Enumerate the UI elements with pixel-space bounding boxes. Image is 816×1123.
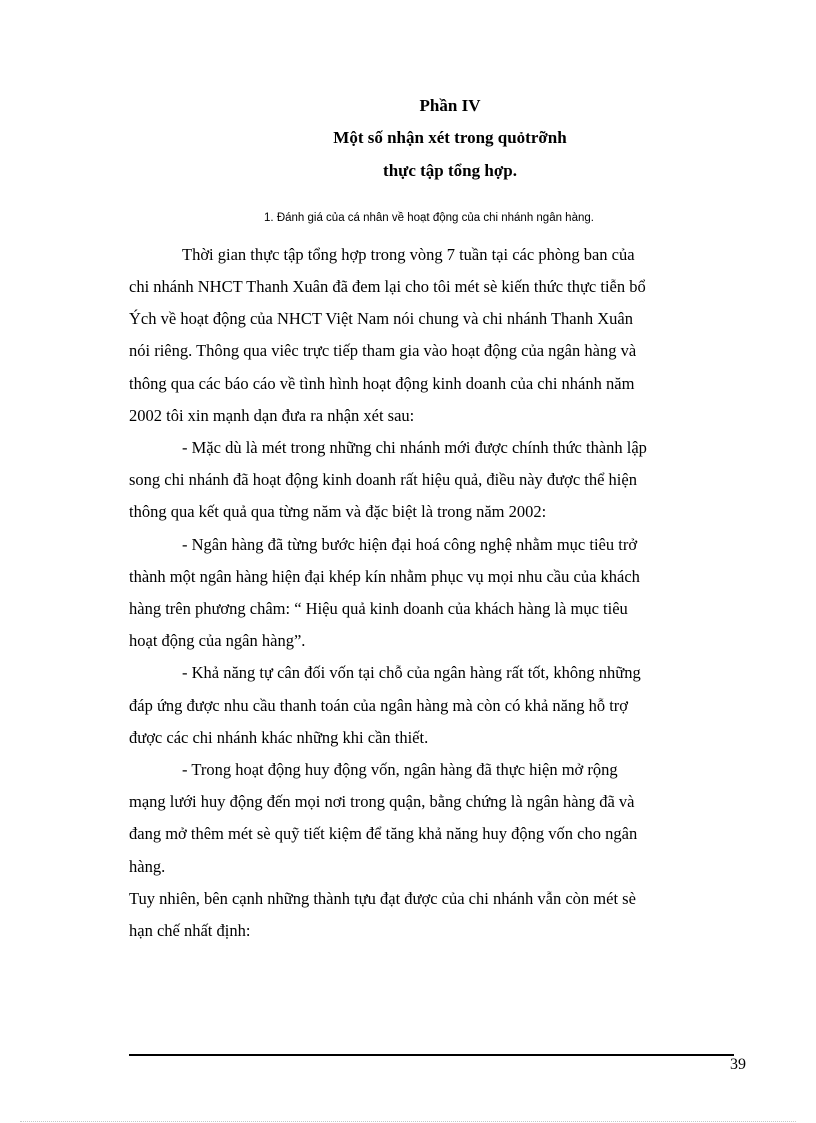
bullet-line: đang mở thêm mét sè quỹ tiết kiệm để tăng khả năng huy động vốn cho ngân <box>129 824 638 843</box>
chapter-title-line-2: thực tập tổng hợp. <box>383 161 517 180</box>
page-number: 39 <box>730 1056 746 1073</box>
part-heading: Phần IV <box>419 96 481 115</box>
section-title: 1. Đánh giá của cá nhân về hoạt động của chi nhánh ngân hàng. <box>264 212 594 224</box>
bullet-line: song chi nhánh đã hoạt động kinh doanh rất hiệu quả, điều này được thể hiện <box>129 470 637 489</box>
paragraph-line: Ých về hoạt động của NHCT Việt Nam nói chung và chi nhánh Thanh Xuân <box>129 309 633 328</box>
bullet-line: - Ngân hàng đã từng bước hiện đại hoá công nghệ nhằm mục tiêu trở <box>182 535 638 554</box>
bullet-line: - Khả năng tự cân đối vốn tại chỗ của ngân hàng rất tốt, không những <box>182 663 641 682</box>
chapter-title-line-1: Một số nhận xét trong quỏtrỡnh <box>333 128 567 147</box>
paragraph-line: hạn chế nhất định: <box>129 921 251 940</box>
bullet-line: hoạt động của ngân hàng”. <box>129 631 306 650</box>
bullet-line: thành một ngân hàng hiện đại khép kín nhằm phục vụ mọi nhu cầu của khách <box>129 567 640 586</box>
paragraph-line: thông qua các báo cáo về tình hình hoạt động kinh doanh của chi nhánh năm <box>129 374 635 393</box>
bullet-line: đáp ứng được nhu cầu thanh toán của ngân hàng mà còn có khả năng hỗ trợ <box>129 696 629 715</box>
paragraph-line: Tuy nhiên, bên cạnh những thành tựu đạt được của chi nhánh vẫn còn mét sè <box>129 889 636 908</box>
bullet-line: được các chi nhánh khác những khi cần thiết. <box>129 728 429 747</box>
paragraph-line: nói riêng. Thông qua viêc trực tiếp tham gia vào hoạt động của ngân hàng và <box>129 341 637 360</box>
paragraph-line: 2002 tôi xin mạnh dạn đưa ra nhận xét sau: <box>129 406 415 425</box>
bullet-line: thông qua kết quả qua từng năm và đặc biệt là trong năm 2002: <box>129 502 547 521</box>
bullet-line: mạng lưới huy động đến mọi nơi trong quận, bằng chứng là ngân hàng đã và <box>129 792 635 811</box>
bullet-line: - Mặc dù là mét trong những chi nhánh mới được chính thức thành lập <box>182 438 647 457</box>
bullet-line: - Trong hoạt động huy động vốn, ngân hàng đã thực hiện mở rộng <box>182 760 618 779</box>
paragraph-line: chi nhánh NHCT Thanh Xuân đã đem lại cho tôi mét sè kiến thức thực tiễn bổ <box>129 277 646 296</box>
bullet-line: hàng trên phương châm: “ Hiệu quả kinh doanh của khách hàng là mục tiêu <box>129 599 628 618</box>
footer-rule <box>129 1054 734 1056</box>
page-border <box>20 1121 796 1122</box>
bullet-line: hàng. <box>129 857 166 876</box>
paragraph-line: Thời gian thực tập tổng hợp trong vòng 7 tuần tại các phòng ban của <box>182 245 635 264</box>
